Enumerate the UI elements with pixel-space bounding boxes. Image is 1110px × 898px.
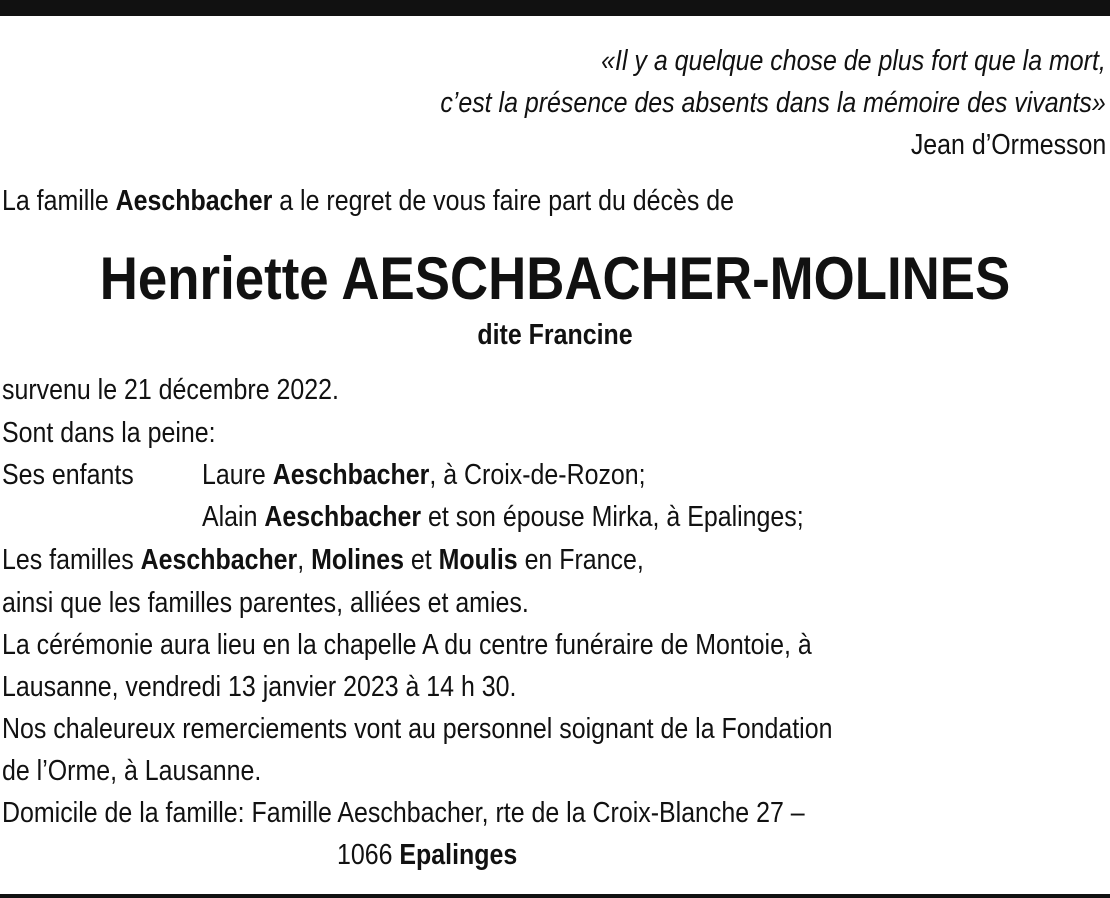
domicile-city: Epalinges — [399, 839, 518, 871]
intro-line — [2, 184, 734, 218]
child-2-rest: et son épouse Mirka, à Epalinges; — [421, 501, 804, 533]
domicile-line-1: Domicile de la famille: Famille Aeschbacher, rte de la Croix-Blanche 27 – — [2, 797, 805, 829]
intro-family-name: Aeschbacher — [115, 185, 273, 217]
quote-line-2: c’est la présence des absents dans la mémoire des vivants» — [440, 87, 1106, 119]
quote-line-1: «Il y a quelque chose de plus fort que la mort, — [601, 45, 1106, 77]
domicile-line-2 — [337, 838, 517, 872]
deceased-nickname: dite Francine — [477, 319, 633, 351]
families-prefix: Les familles — [2, 544, 141, 576]
ceremony-line-1: La cérémonie aura lieu en la chapelle A du centre funéraire de Montoie, à — [2, 629, 812, 661]
top-rule — [0, 0, 1110, 16]
bottom-rule — [0, 894, 1110, 898]
child-1-last: Aeschbacher — [272, 459, 430, 491]
intro-suffix: a le regret de vous faire part du décès de — [272, 185, 734, 217]
mourning-line: Sont dans la peine: — [2, 417, 216, 449]
deceased-name: Henriette AESCHBACHER-MOLINES — [99, 245, 1011, 312]
families-name-3: Moulis — [438, 544, 518, 576]
children-label: Ses enfants — [2, 459, 134, 491]
child-2 — [202, 500, 804, 534]
quote-author: Jean d’Ormesson — [910, 129, 1106, 161]
child-2-last: Aeschbacher — [264, 501, 422, 533]
relatives-line: ainsi que les familles parentes, alliées et amies. — [2, 587, 529, 619]
families-sep-2: et — [403, 544, 439, 576]
intro-prefix: La famille — [2, 185, 116, 217]
thanks-line-2: de l’Orme, à Lausanne. — [2, 755, 262, 787]
child-1 — [202, 458, 646, 492]
thanks-line-1: Nos chaleureux remerciements vont au personnel soignant de la Fondation — [2, 713, 833, 745]
child-1-rest: , à Croix-de-Rozon; — [429, 459, 646, 491]
families-suffix: en France, — [517, 544, 644, 576]
date-line: survenu le 21 décembre 2022. — [2, 374, 339, 406]
ceremony-line-2: Lausanne, vendredi 13 janvier 2023 à 14 h 30. — [2, 671, 517, 703]
domicile-postcode: 1066 — [337, 839, 400, 871]
child-2-first: Alain — [202, 501, 265, 533]
families-name-1: Aeschbacher — [140, 544, 298, 576]
child-1-first: Laure — [202, 459, 273, 491]
families-line — [2, 543, 644, 577]
families-sep-1: , — [297, 544, 312, 576]
families-name-2: Molines — [311, 544, 404, 576]
